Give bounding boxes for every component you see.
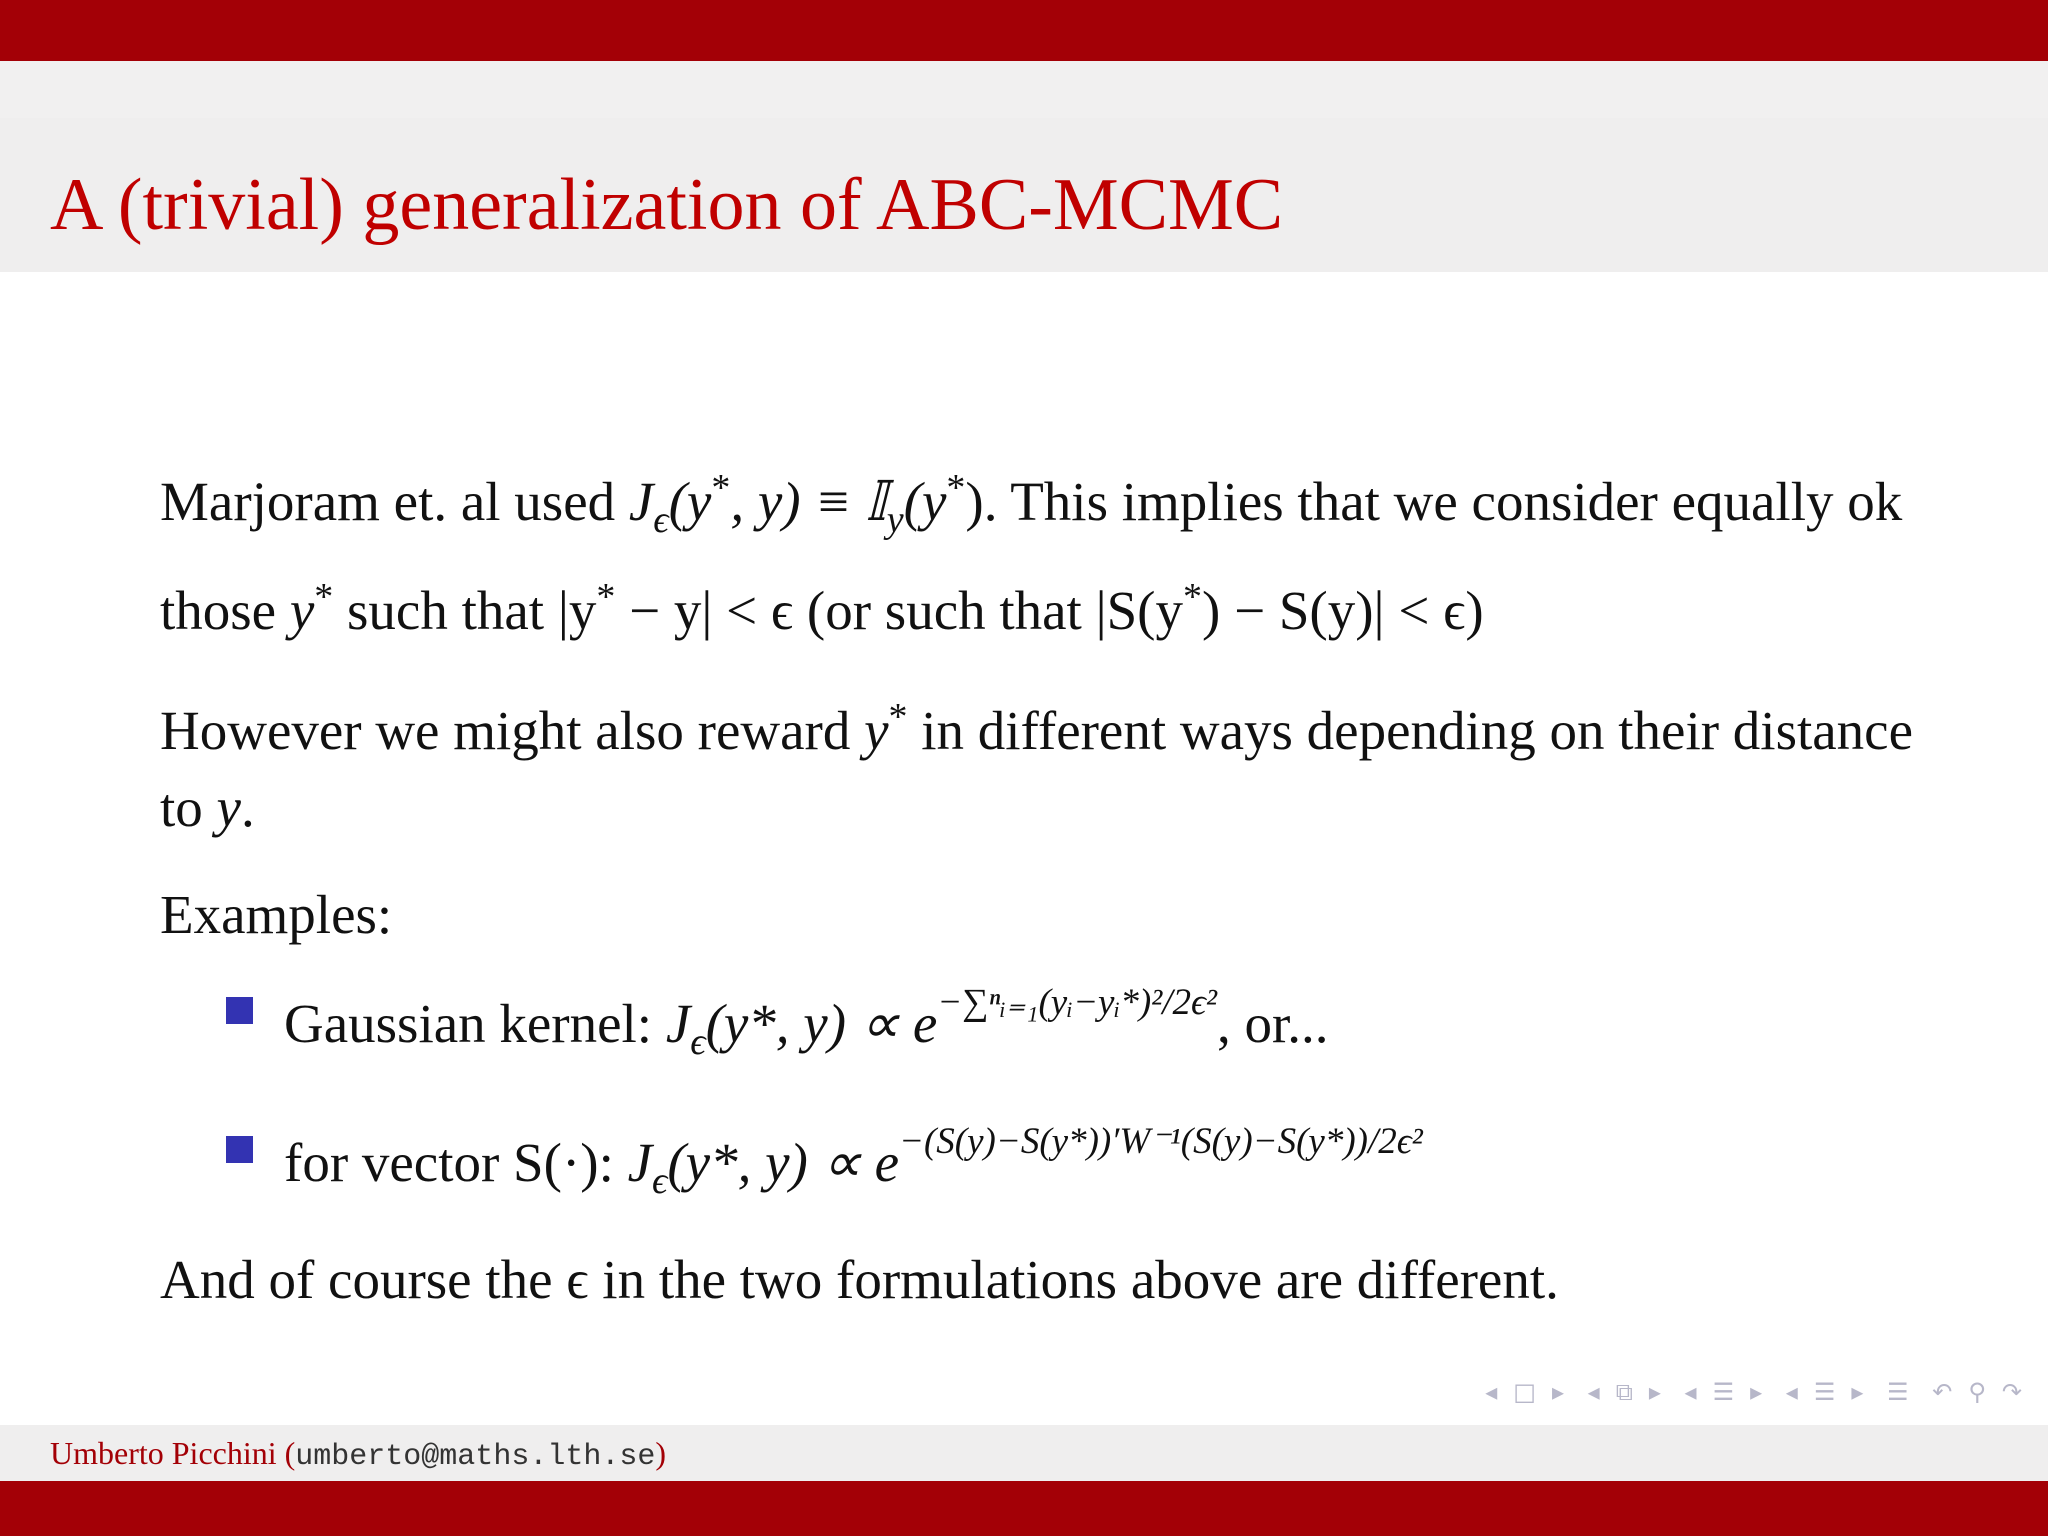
slide-title: A (trivial) generalization of ABC-MCMC [50,164,1284,246]
nav-right-icon[interactable]: ▸ [1551,1378,1565,1406]
footer-author: Umberto Picchini [50,1435,277,1471]
p1-text-5: such that |y [333,580,597,641]
p1-text-6: − y| < ϵ (or such that |S(y [615,580,1183,641]
p1-ysub: y [886,499,904,541]
p1-star-5: * [1183,576,1202,618]
footer-author-line: Umberto Picchini (umberto@maths.lth.se) [50,1435,666,1474]
nav-left-icon[interactable]: ◂ [1684,1378,1697,1406]
nav-right-icon[interactable]: ▸ [1648,1378,1661,1406]
bullet-tail: , or... [1217,993,1329,1054]
bullet-J: J [665,993,691,1054]
beamer-navigation [1477,1378,2030,1406]
section-icon[interactable]: ☰ [1712,1378,1735,1406]
nav-left-icon[interactable]: ◂ [1785,1378,1798,1406]
footer-email[interactable]: umberto@maths.lth.se [295,1440,656,1474]
p1-eps-sub: ϵ [653,499,669,541]
search-icon[interactable]: ⚲ [1968,1378,1986,1406]
p1-star-1: * [711,467,731,509]
p1-args2: , y) ≡ 𝕀 [730,471,887,532]
p2-ystar: y [864,700,889,761]
bullet-square-icon [226,997,253,1024]
top-brand-bar [0,0,2048,61]
nav-left-icon[interactable]: ◂ [1485,1378,1498,1406]
bullet-eps: ϵ [690,1021,706,1063]
bullet-lead: for vector S(·): [284,1132,628,1193]
p1-text-1: Marjoram et. al used [160,471,629,532]
p2-text-2: in different ways depending on their distance to [160,700,1913,838]
bullet-square-icon [226,1136,253,1163]
nav-left-icon[interactable]: ◂ [1587,1378,1600,1406]
p1-args1: (y [668,471,712,532]
slide-body [160,450,1920,1348]
bullet-eps: ϵ [652,1160,668,1202]
list-item [160,963,1920,1082]
p2-text-1: However we might also reward [160,700,865,761]
frame-icon[interactable]: □ [1513,1378,1536,1406]
bullet-args: (y*, y) ∝ e [705,993,938,1054]
p2-text-3: . [240,777,255,838]
subsection-icon[interactable]: ⧉ [1615,1378,1633,1406]
bullet-J: J [627,1132,653,1193]
bullet-exponent: −∑ⁿᵢ₌₁(yᵢ−yᵢ*)²/2ϵ² [937,982,1218,1023]
bullet-exponent: −(S(y)−S(y*))′W⁻¹(S(y)−S(y*))/2ϵ² [899,1121,1423,1162]
p1-star-3: * [314,576,334,618]
bottom-brand-bar [0,1481,2048,1536]
forward-icon[interactable]: ↷ [2001,1378,2022,1406]
outline-icon[interactable]: ☰ [1887,1378,1909,1406]
examples-list [160,963,1920,1221]
bullet-args: (y*, y) ∝ e [667,1132,900,1193]
back-icon[interactable]: ↶ [1932,1378,1953,1406]
p1-star-4: * [596,576,616,618]
closing-line: And of course the ϵ in the two formulations above are different. [160,1249,1559,1310]
p2-y: y [216,777,241,838]
examples-label: Examples: [160,884,393,945]
p1-ystar: y [289,580,315,641]
list-item [160,1102,1920,1221]
bullet-lead: Gaussian kernel: [284,993,666,1054]
section-icon[interactable]: ☰ [1813,1378,1836,1406]
p2-star: * [888,696,908,738]
p1-text-4: ). This implies that we consider equally ok those [160,471,1903,641]
nav-right-icon[interactable]: ▸ [1851,1378,1864,1406]
p1-text-7: ) − S(y)| < ϵ) [1202,580,1484,641]
p1-star-2: * [946,467,966,509]
paragraph-2 [160,679,1920,846]
p1-args3: (y [903,471,947,532]
paragraph-1 [160,450,1920,649]
top-gap-band [0,61,2048,118]
nav-right-icon[interactable]: ▸ [1750,1378,1763,1406]
p1-J: J [628,471,654,532]
